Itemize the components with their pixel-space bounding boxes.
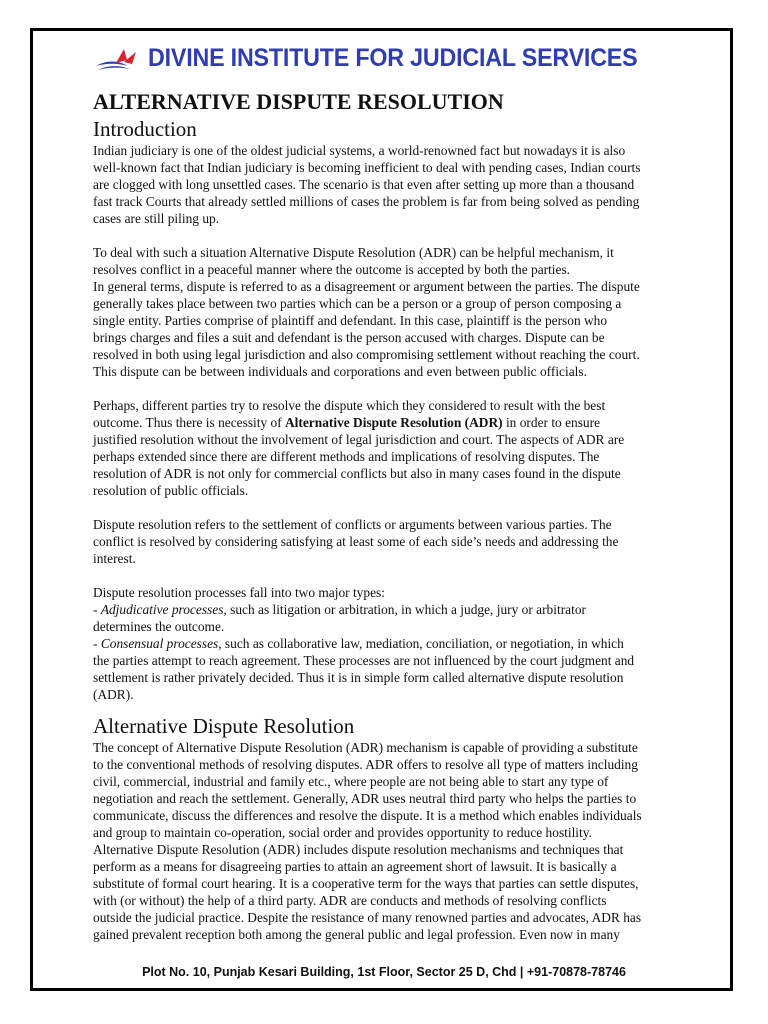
text-line: To deal with such a situation Alternative Dispute Resolution (ADR) can be helpful mechanism, it	[93, 245, 614, 260]
text-line: civil, commercial, industrial and family etc., where people are not being able to start any type of	[93, 774, 609, 789]
text-line: well-known fact that Indian judiciary is becoming inefficient to deal with pending cases, Indian courts	[93, 160, 641, 175]
text-line: single entity. Parties comprise of plaintiff and defendant. In this case, plaintiff is the person who	[93, 313, 608, 328]
text-line: conflict is resolved by considering satisfying at least some of each side’s needs and addressing the	[93, 534, 619, 549]
adr-paragraph-1	[93, 739, 693, 943]
adjudicative-item	[93, 601, 693, 618]
text-line: resolves conflict in a peaceful manner where the outcome is accepted by both the parties.	[93, 262, 571, 277]
text-line: cases are still piling up.	[93, 211, 220, 226]
introduction-heading: Introduction	[93, 117, 197, 141]
text-line: perform as a means for disagreeing parties to attain an agreement short of lawsuit. It is basically a	[93, 859, 617, 874]
consensual-item	[93, 635, 693, 652]
text-line: and group to maintain co-operation, social order and provides opportunity to reduce hostility.	[93, 825, 592, 840]
swoosh-bird-logo-icon	[94, 46, 138, 72]
consensual-term: Consensual processes	[100, 636, 219, 651]
text-line	[93, 414, 693, 431]
text-line: Alternative Dispute Resolution (ADR) includes dispute resolution mechanisms and techniques that	[93, 842, 624, 857]
text-line: communicate, discuss the differences and resolve the dispute. It is a method which enables individuals	[93, 808, 642, 823]
text-run: , such as collaborative law, mediation, conciliation, or negotiation, in which	[218, 636, 624, 651]
text-run: , such as litigation or arbitration, in which a judge, jury or arbitrator	[223, 602, 586, 617]
text-line: resolution of ADR is not only for commercial conflicts but also in many cases found in the dispute	[93, 466, 621, 481]
text-line: fast track Courts that already settled millions of cases the problem is far from being solved as pending	[93, 194, 640, 209]
letterhead	[0, 44, 768, 78]
text-line: gained prevalent reception both among the general public and legal profession. Even now in many	[93, 927, 620, 942]
text-line: brings charges and files a suit and defendant is the person accused with charges. Dispute can be	[93, 330, 605, 345]
intro-paragraph-2	[93, 244, 693, 380]
text-line: justified resolution without the involvement of legal jurisdiction and court. The aspects of ADR are	[93, 432, 625, 447]
text-line: In general terms, dispute is referred to as a disagreement or argument between the parties. The dispute	[93, 279, 640, 294]
text-line: interest.	[93, 551, 136, 566]
text-line: generally takes place between two parties which can be a person or a group of person composing a	[93, 296, 622, 311]
text-line: settlement is rather privately decided. Thus it is in simple form called alternative dispute resolution	[93, 670, 624, 685]
text-line: perhaps extended since there are different methods and implications of resolving disputes. The	[93, 449, 600, 464]
footer-address: Plot No. 10, Punjab Kesari Building, 1st Floor, Sector 25 D, Chd | +91-70878-78746	[142, 965, 626, 979]
intro-paragraph-1	[93, 142, 693, 227]
institute-name: DIVINE INSTITUTE FOR JUDICIAL SERVICES	[147, 44, 638, 72]
text-line: (ADR).	[93, 687, 134, 702]
text-line: the parties attempt to reach agreement. These processes are not influenced by the court judgment and	[93, 653, 635, 668]
adjudicative-term: Adjudicative processes	[100, 602, 224, 617]
text-line: Dispute resolution processes fall into two major types:	[93, 585, 385, 600]
text-line: Dispute resolution refers to the settlement of conflicts or arguments between various parties. The	[93, 517, 612, 532]
text-line: with (or without) the help of a third party. ADR are conducts and methods of resolving conflicts	[93, 893, 607, 908]
document-body	[93, 88, 693, 943]
intro-paragraph-5	[93, 584, 693, 703]
text-run: -	[93, 636, 101, 651]
intro-paragraph-4	[93, 516, 693, 567]
text-line: negotiation and reach the settlement. Generally, ADR uses neutral third party who helps the parties to	[93, 791, 637, 806]
text-line: outside the judicial practice. Despite the resistance of many renowned parties and advocates, ADR has	[93, 910, 642, 925]
text-line: resolved in both using legal jurisdiction and also compromising settlement without reaching the court.	[93, 347, 640, 362]
text-line: Perhaps, different parties try to resolve the dispute which they considered to result with the best	[93, 398, 606, 413]
text-line: to the conventional methods of resolving disputes. ADR offers to resolve all type of matters including	[93, 757, 638, 772]
text-run: -	[93, 602, 101, 617]
text-line: substitute of formal court hearing. It is a cooperative term for the ways that parties can settle disputes,	[93, 876, 639, 891]
text-line: resolution of public officials.	[93, 483, 249, 498]
intro-paragraph-3	[93, 397, 693, 499]
document-title: ALTERNATIVE DISPUTE RESOLUTION	[93, 89, 504, 114]
text-line: This dispute can be between individuals and corporations and even between public officials.	[93, 364, 587, 379]
text-run: in order to ensure	[502, 415, 601, 430]
text-line: are clogged with long unsettled cases. The scenario is that even after setting up more than a thousand	[93, 177, 635, 192]
text-run: outcome. Thus there is necessity of	[93, 415, 286, 430]
bold-term-adr: Alternative Dispute Resolution (ADR)	[285, 415, 503, 430]
adr-heading: Alternative Dispute Resolution	[93, 714, 355, 738]
text-line: The concept of Alternative Dispute Resolution (ADR) mechanism is capable of providing a substitute	[93, 740, 638, 755]
text-line: Indian judiciary is one of the oldest judicial systems, a world-renowned fact but nowadays it is also	[93, 143, 626, 158]
text-line: determines the outcome.	[93, 619, 225, 634]
